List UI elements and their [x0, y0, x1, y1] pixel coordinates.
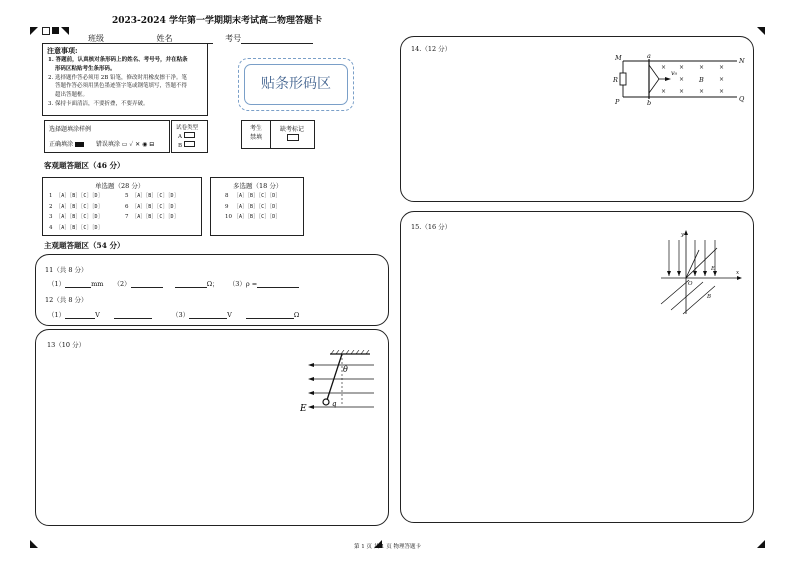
q15-label-x: x	[736, 270, 740, 276]
notice-item: 超出答题框。	[55, 92, 89, 99]
q13-charge-label: q	[332, 400, 337, 408]
single-choice-box	[42, 177, 202, 236]
q15-answer-box[interactable]	[400, 211, 754, 523]
notice-item: 答题作答必须用黑色墨迹签字笔或钢笔填写，答题不得	[55, 83, 188, 90]
question-row[interactable]: 1 ［A］［B］［C］［D］	[49, 193, 103, 199]
q15-label-b: B	[707, 294, 712, 300]
q14-label-n: N	[739, 57, 745, 65]
multi-choice-title: 多选题（18 分）	[233, 182, 283, 190]
absent-mark-checkbox[interactable]	[287, 134, 299, 141]
page-title: 2023-2024 学年第一学期期末考试高二物理答题卡	[112, 16, 322, 26]
notice-item: 1. 答题前，认真核对条形码上的姓名、考号号，并在粘条	[48, 57, 188, 63]
field-x-mark: ×	[719, 88, 725, 95]
single-col-1	[49, 191, 103, 233]
question-row[interactable]: 4 ［A］［B］［C］［D］	[49, 224, 103, 231]
question-row[interactable]: 6 ［A］［B］［C］［D］	[125, 203, 179, 210]
wrong-fill-samples: ▭ ✓ ✕ ◉ ⊟	[121, 141, 155, 148]
corner-mark-tr	[757, 27, 765, 35]
q11-3-field[interactable]	[257, 280, 299, 288]
name-label: 姓名	[156, 34, 173, 43]
q14-label-b-field: B	[699, 76, 704, 84]
notice-box	[42, 43, 208, 116]
page-footer: 第 1 页 共 1 页 物理答题卡	[354, 544, 421, 550]
barcode-label: 贴条形码区	[261, 76, 331, 92]
q15-label-e: E	[711, 266, 716, 272]
question-row[interactable]: 3 ［A］［B］［C］［D］	[49, 214, 103, 220]
question-row[interactable]: 5 ［A］［B］［C］［D］	[125, 193, 179, 199]
q13-theta-label: θ	[343, 365, 348, 374]
field-x-mark: ×	[679, 64, 685, 71]
notice-title: 注意事项:	[47, 46, 78, 55]
q12-answer-line: （1） V （3） V Ω	[48, 311, 300, 319]
q12-3b-field[interactable]	[246, 311, 294, 319]
field-x-mark: ×	[661, 64, 667, 71]
q14-figure	[607, 51, 747, 111]
objective-title: 客观题答题区（46 分）	[44, 161, 125, 170]
correct-fill-sample	[75, 142, 84, 147]
field-x-mark: ×	[719, 76, 725, 83]
field-x-mark: ×	[679, 76, 685, 83]
q12-3a-field[interactable]	[189, 311, 227, 319]
corner-square-1	[42, 27, 50, 35]
exam-no-label: 考号	[225, 34, 242, 43]
field-x-mark: ×	[719, 64, 725, 71]
question-row[interactable]: 9 ［A］［B］［C］［D］	[225, 203, 281, 210]
corner-mark-br	[757, 540, 765, 548]
fill-example-title: 选择题填涂样例	[49, 126, 92, 133]
q12-2-field[interactable]	[114, 311, 152, 319]
q11-2a-field[interactable]	[131, 280, 163, 288]
subjective-title: 主观题答题区（54 分）	[44, 241, 125, 250]
absent-box	[241, 120, 315, 149]
field-x-mark: ×	[679, 88, 685, 95]
question-row[interactable]: 10 ［A］［B］［C］［D］	[225, 214, 281, 220]
multi-col	[225, 191, 281, 223]
paper-type-box	[171, 120, 208, 153]
paper-type-title: 试卷类型	[176, 125, 199, 131]
question-row[interactable]: 2 ［A］［B］［C］［D］	[49, 203, 103, 210]
question-row[interactable]: 7 ［A］［B］［C］［D］	[125, 214, 179, 220]
q13-field-label: E	[300, 404, 307, 414]
correct-fill-label: 正确填涂	[49, 141, 74, 148]
q15-title: 15.（16 分）	[411, 223, 452, 231]
q14-label-v0: v₀	[671, 69, 678, 77]
corner-square-2	[52, 27, 59, 34]
absent-no-fill-label: 考生 禁填	[249, 125, 262, 141]
q14-label-p: P	[615, 98, 620, 106]
paper-type-a[interactable]: A	[178, 132, 195, 140]
q14-label-r: R	[613, 76, 618, 84]
q13-answer-box[interactable]	[35, 329, 389, 526]
corner-mark-tl	[30, 27, 38, 35]
q12-title: 12（共 8 分）	[45, 296, 88, 304]
q12-1-field[interactable]	[65, 311, 95, 319]
paper-type-b[interactable]: B	[178, 141, 195, 149]
field-x-mark: ×	[699, 88, 705, 95]
q11-2b-field[interactable]	[175, 280, 207, 288]
q13-title: 13（10 分）	[47, 341, 86, 349]
notice-item: 形码区粘贴考生条形码。	[55, 65, 116, 72]
notice-item: 2. 选择题作答必须用 2B 铅笔，修改时用橡皮擦干净。笔	[48, 74, 188, 81]
q15-label-o: O	[688, 281, 693, 287]
q14-label-q: Q	[739, 95, 745, 103]
corner-mark-tl2	[61, 27, 69, 35]
q11-1-field[interactable]	[65, 280, 91, 288]
notice-item: 3. 保持卡面清洁，不要折叠，不要弄破。	[48, 100, 149, 107]
q15-label-y: y	[681, 232, 685, 238]
q13-figure	[300, 350, 380, 420]
corner-mark-bl	[30, 540, 38, 548]
q14-answer-box[interactable]	[400, 36, 754, 202]
absent-divider	[270, 121, 271, 148]
q11-answer-line: （1） mm （2） Ω； （3）ρ =	[48, 279, 299, 288]
fill-example-row	[49, 139, 154, 148]
q11-title: 11（共 8 分）	[45, 266, 88, 274]
q15-figure	[659, 230, 743, 316]
field-x-mark: ×	[699, 64, 705, 71]
barcode-area	[238, 58, 354, 111]
q14-label-a: a	[647, 52, 651, 60]
q14-label-b: b	[647, 99, 652, 107]
wrong-fill-label: 错误填涂	[95, 141, 120, 148]
class-label: 班级	[88, 34, 104, 43]
field-x-mark: ×	[661, 88, 667, 95]
fill-example-box	[44, 120, 170, 153]
q14-title: 14.（12 分）	[411, 45, 452, 53]
question-row[interactable]: 8 ［A］［B］［C］［D］	[225, 193, 281, 199]
single-choice-title: 单选题（28 分）	[95, 182, 145, 190]
q11-q12-box	[35, 254, 389, 326]
multi-choice-box	[210, 177, 304, 236]
exam-no-field[interactable]	[241, 36, 313, 44]
single-col-2	[125, 191, 179, 223]
absent-mark-label: 缺考标记	[279, 126, 304, 133]
notice-list	[48, 56, 188, 109]
q14-label-m: M	[615, 54, 622, 62]
